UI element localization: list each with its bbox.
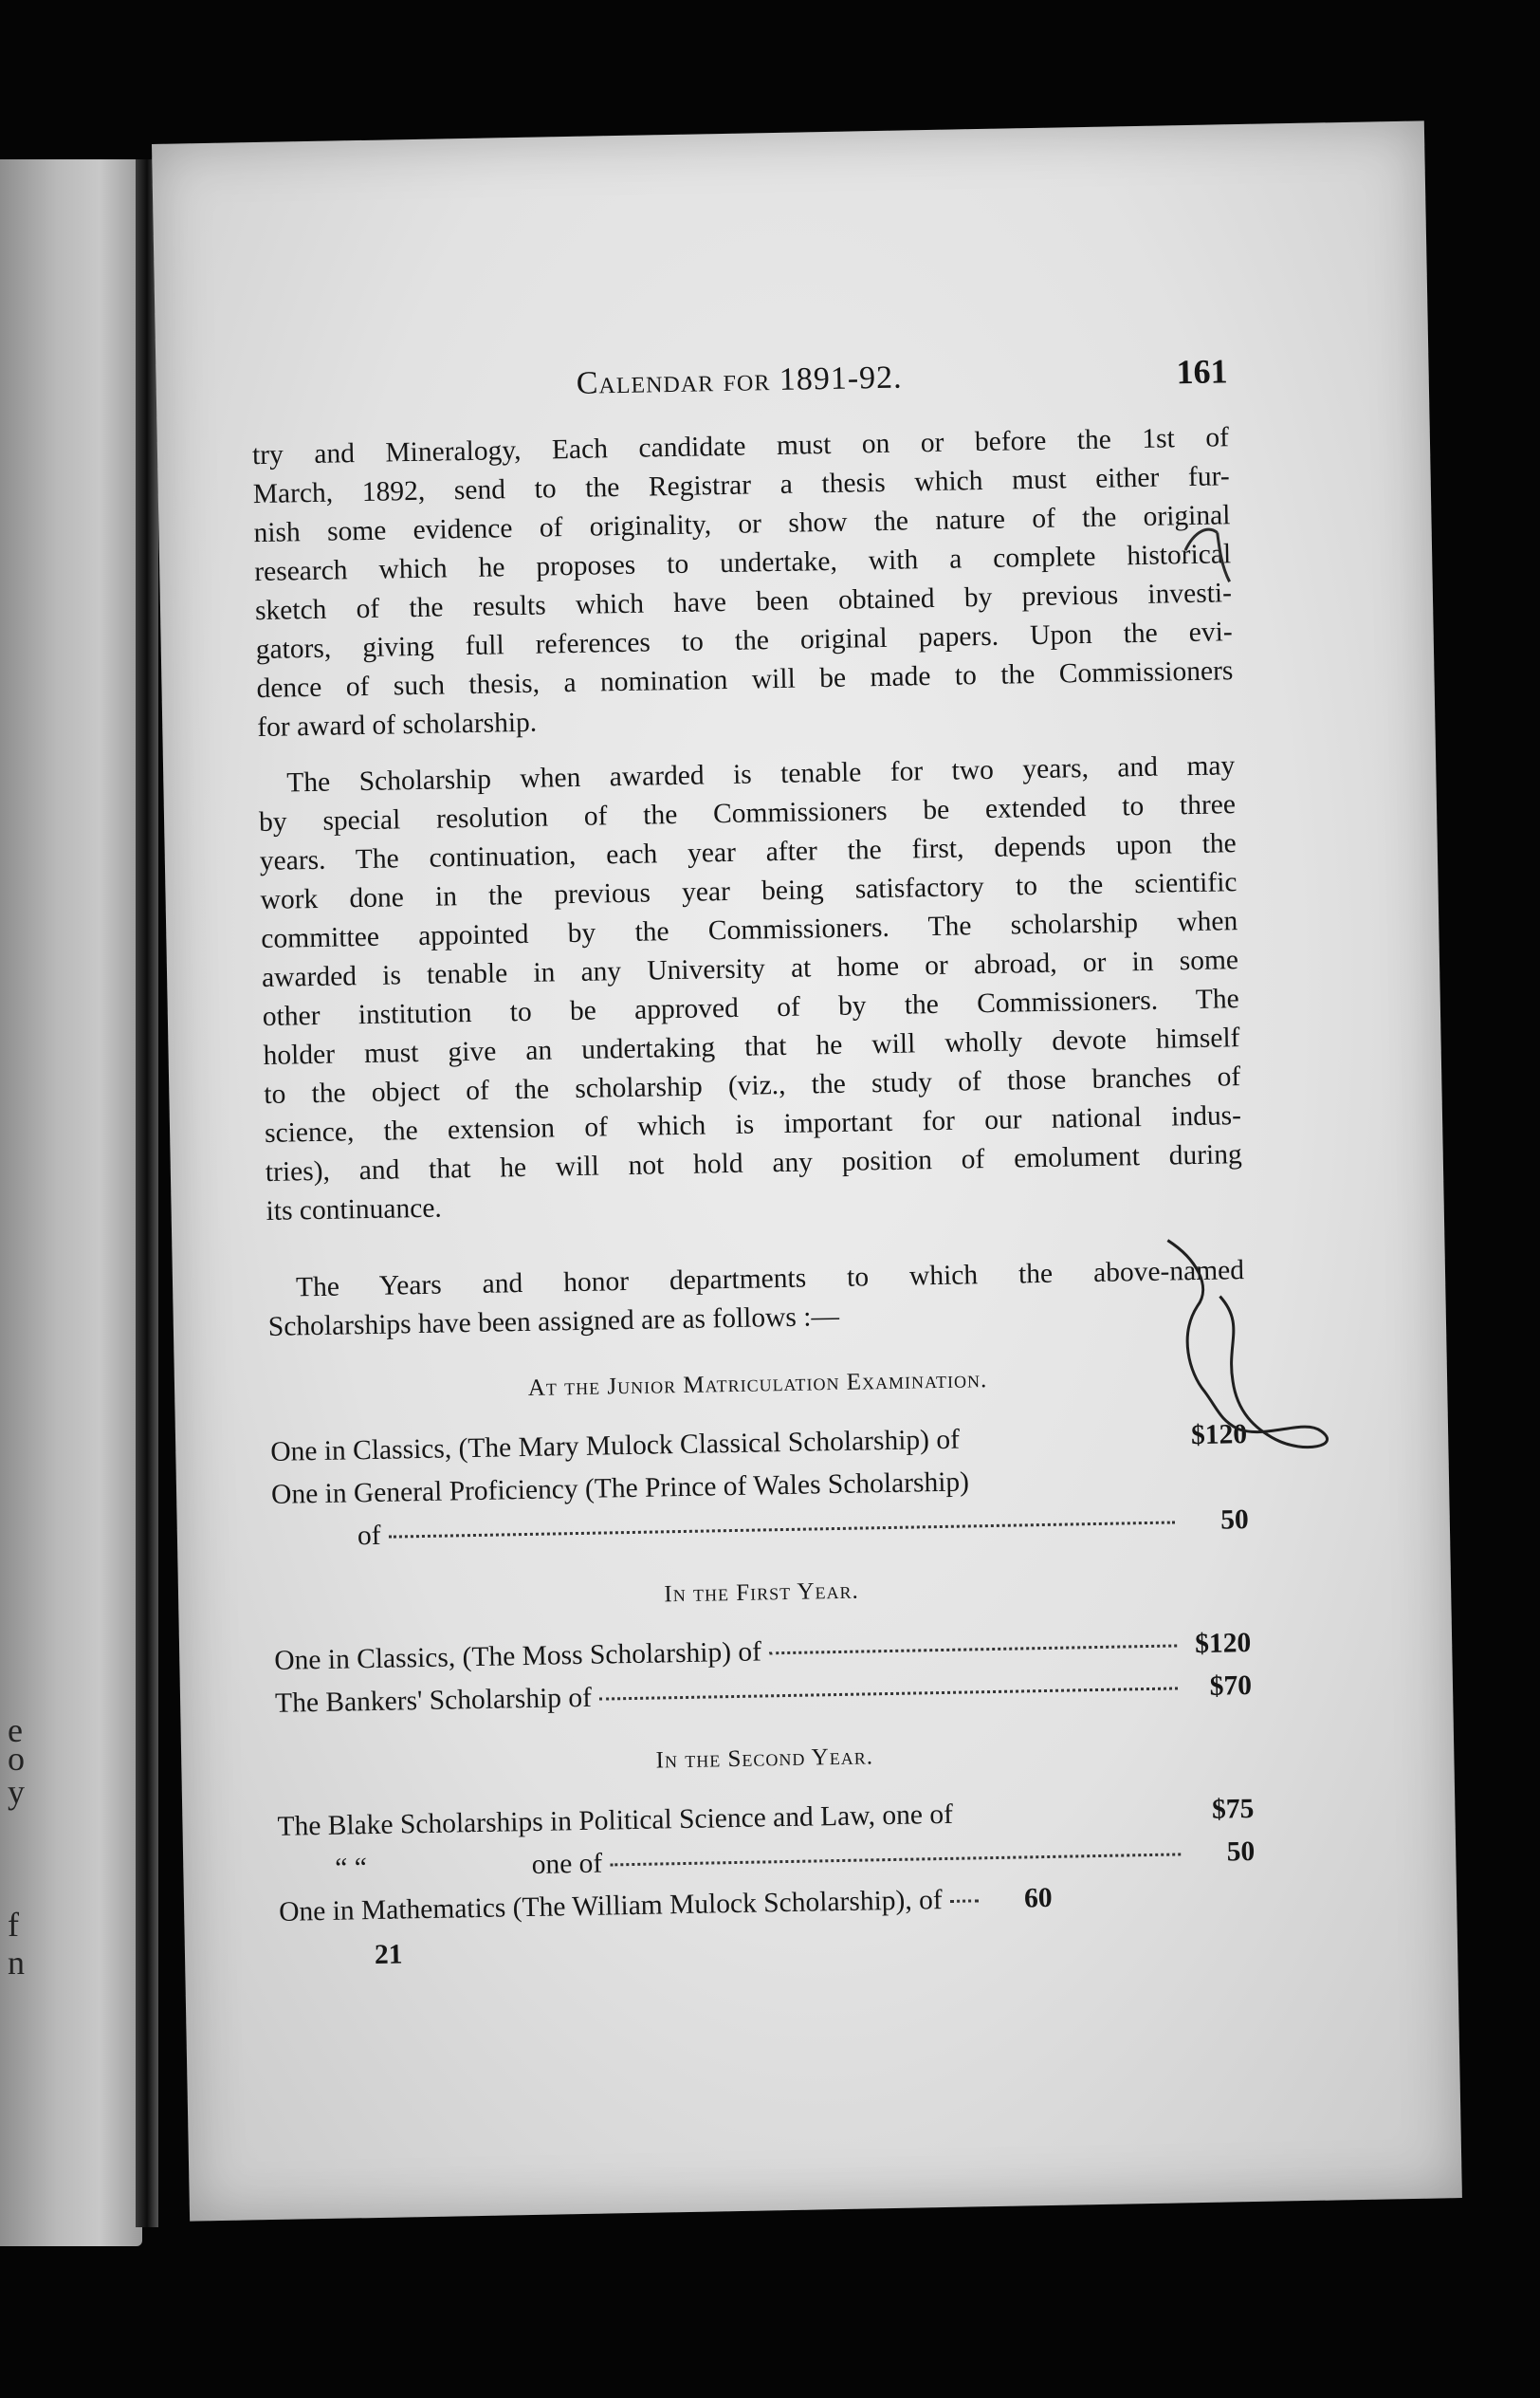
text-line: committee appointed by the Commissioners. The scholarship when bbox=[261, 906, 1238, 955]
section-heading: In the First Year. bbox=[664, 1577, 859, 1608]
entry-label: One in Mathematics (The William Mulock Scholarship), of bbox=[278, 1885, 943, 1928]
leader-dots bbox=[967, 1438, 1173, 1442]
text-line: for award of scholarship. bbox=[256, 707, 538, 744]
section-heading: At the Junior Matriculation Examination. bbox=[527, 1367, 988, 1401]
leader-dots bbox=[610, 1853, 1181, 1866]
entry-amount: 50 bbox=[1226, 1835, 1256, 1868]
entry-label-text: one of bbox=[531, 1848, 603, 1880]
entry-label: The Blake Scholarships in Political Science and Law, one of bbox=[277, 1798, 954, 1842]
text-line: dence of such thesis, a nomination will be made to the Commissioners bbox=[256, 655, 1234, 705]
text-line: try and Mineralogy, Each candidate must on or before the 1st of bbox=[251, 422, 1230, 471]
book-spine bbox=[136, 159, 158, 2227]
entry-amount: $75 bbox=[1211, 1793, 1255, 1825]
section-junior-matriculation bbox=[269, 1356, 1249, 1558]
entry-amount: 60 bbox=[1023, 1882, 1053, 1914]
entry-amount: 50 bbox=[1219, 1504, 1250, 1536]
text-line: gators, giving full references to the original papers. Upon the evi- bbox=[255, 617, 1233, 666]
section-first-year bbox=[273, 1564, 1253, 1724]
left-margin-letter: y bbox=[8, 1773, 25, 1811]
page-content bbox=[250, 352, 1256, 1977]
ditto-marks: “ “ bbox=[335, 1853, 368, 1884]
entry-amount: $70 bbox=[1209, 1670, 1253, 1702]
pencil-scribble-mark bbox=[1158, 1227, 1351, 1459]
signature-mark: 21 bbox=[374, 1939, 403, 1971]
left-margin-letter: f bbox=[8, 1906, 19, 1944]
page-number: 161 bbox=[1176, 352, 1228, 392]
left-margin-letter: n bbox=[8, 1944, 25, 1982]
section-second-year bbox=[276, 1730, 1256, 1932]
text-line: its continuance. bbox=[266, 1192, 443, 1227]
text-line: nish some evidence of originality, or show the nature of the original bbox=[253, 500, 1231, 549]
entry-amount: $120 bbox=[1190, 1419, 1248, 1451]
paragraph-thesis bbox=[252, 418, 1235, 747]
entry-label: The Bankers' Scholarship of bbox=[274, 1682, 593, 1719]
text-line: March, 1892, send to the Registrar a thesis which must either fur- bbox=[252, 461, 1230, 510]
book-page bbox=[152, 120, 1462, 2221]
leader-dots bbox=[961, 1813, 1181, 1817]
text-line: to the object of the scholarship (viz., the study of those branches of bbox=[264, 1061, 1241, 1110]
left-page-edge bbox=[0, 159, 142, 2246]
section-heading: In the Second Year. bbox=[655, 1743, 874, 1774]
text-line: sketch of the results which have been obtained by previous investi- bbox=[254, 578, 1233, 627]
entry-label: One in General Proficiency (The Prince of Wales Scholarship) bbox=[270, 1466, 970, 1510]
text-line: by special resolution of the Commissioners be extended to three bbox=[258, 789, 1237, 839]
entry-label bbox=[278, 1845, 603, 1890]
text-line: Scholarships have been assigned are as follows :— bbox=[267, 1300, 840, 1342]
leader-dots bbox=[769, 1644, 1177, 1654]
entry-label: One in Classics, (The Mary Mulock Classical Scholarship) of bbox=[269, 1424, 961, 1467]
text-line: years. The continuation, each year after the first, depends upon the bbox=[259, 828, 1237, 877]
text-line: The Years and honor departments to which the above-named bbox=[295, 1255, 1245, 1303]
entry-amount: $120 bbox=[1194, 1628, 1252, 1660]
text-line: holder must give an undertaking that he will wholly devote himself bbox=[263, 1023, 1240, 1072]
leader-dots bbox=[599, 1687, 1178, 1700]
leader-dots bbox=[388, 1521, 1174, 1538]
text-line: work done in the previous year being satisfactory to the scientific bbox=[260, 867, 1238, 916]
entry-label: of bbox=[357, 1520, 381, 1552]
pencil-bracket-mark bbox=[1181, 521, 1238, 598]
left-margin-letter: e bbox=[8, 1711, 23, 1749]
text-line: awarded is tenable in any University at home or abroad, or in some bbox=[261, 945, 1239, 994]
text-line: tries), and that he will not hold any position of emolument during bbox=[265, 1139, 1243, 1188]
text-line: The Scholarship when awarded is tenable for two years, and may bbox=[286, 750, 1236, 799]
running-title: Calendar for 1891-92. bbox=[576, 360, 903, 401]
paragraph-assignments-intro bbox=[267, 1251, 1245, 1347]
text-line: science, the extension of which is important for our national indus- bbox=[264, 1100, 1242, 1149]
paragraph-tenure bbox=[258, 747, 1243, 1231]
left-margin-letter: o bbox=[8, 1740, 25, 1778]
entry-label: One in Classics, (The Moss Scholarship) of bbox=[274, 1636, 762, 1676]
text-line: research which he proposes to undertake, with a complete historical bbox=[253, 539, 1232, 588]
text-line: other institution to be approved of by the Commissioners. The bbox=[262, 984, 1239, 1033]
leader-dots bbox=[950, 1899, 979, 1903]
